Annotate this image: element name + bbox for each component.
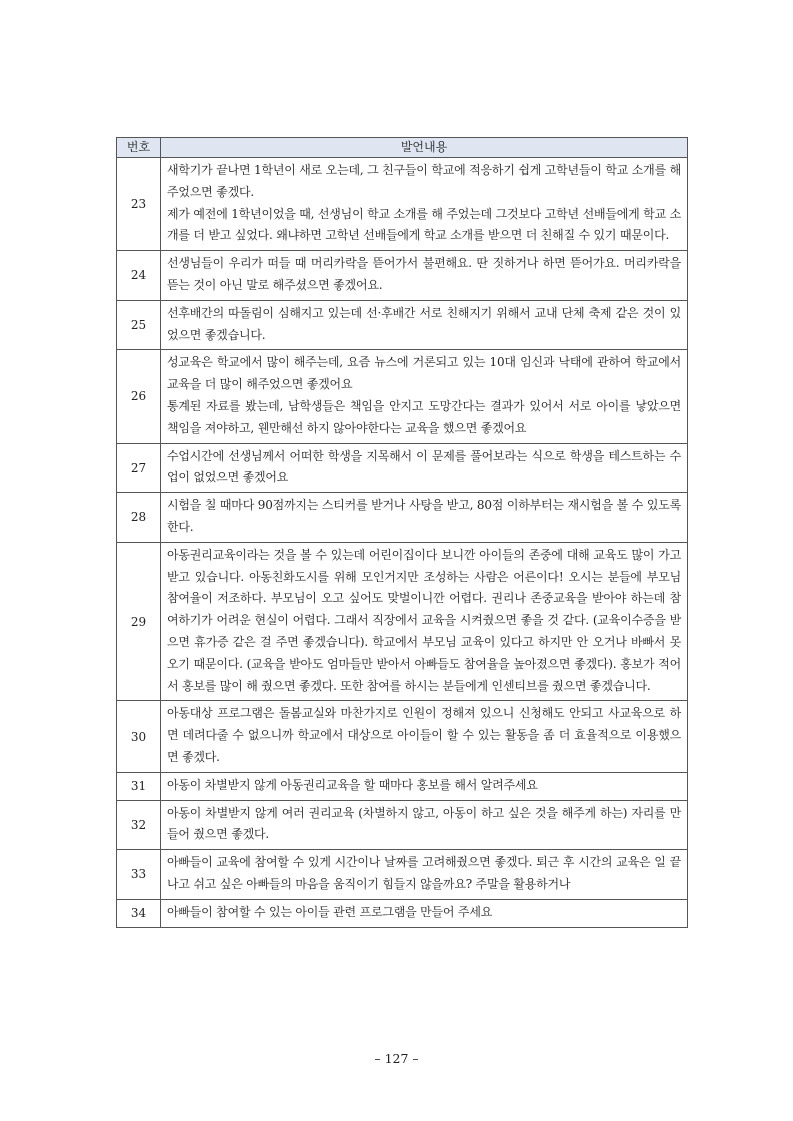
row-content: [161, 158, 688, 251]
statement-paragraph: 제가 예전에 1학년이었을 때, 선생님이 학교 소개를 해 주었는데 그것보다 고학년 선배들에게 학교 소개를 더 받고 싶었다. 왜냐하면 고학년 선배들에게 학교 소개를 받으면 더 친해질 수 있기 때문이다.: [167, 206, 681, 243]
row-number: 32: [117, 800, 161, 850]
row-number: 25: [117, 300, 161, 350]
statement-paragraph: 아동권리교육이라는 것을 볼 수 있는데 어린이집이다 보니깐 아이들의 존중에 대해 교육도 많이 가고 받고 있습니다. 아동친화도시를 위해 모인거지만 조성하는 사람은 어른이다! 오시는 분들에 부모님 참여율이 저조하다. 부모님이 오고 싶어도 맞벌이니깐 어렵다. 권리나 존중교육을 받아야 하는데 참여하기가 어려운 현실이 어렵다. 그래서 직장에서 교육을 시켜줬으면 좋을 것 같다. (교육이수증을 받으면 휴가증 같은 걸 주면 좋겠습니다). 학교에서 부모님 교육이 있다고 하지만 안 오거나 바빠서 못 오기 때문이다. (교육을 받아도 엄마들만 받아서 아빠들도 참여율을 높아졌으면 좋겠다). 홍보가 적어서 홍보를 많이 해 줬으면 좋겠다. 또한 참여를 하시는 분들에게 인센티브를 줬으면 좋겠습니다.: [167, 547, 681, 693]
row-content: [161, 350, 688, 443]
table-row: [117, 493, 688, 543]
row-content: [161, 800, 688, 850]
statements-table: [116, 137, 688, 928]
row-number: 29: [117, 542, 161, 701]
header-content: 발언내용: [161, 138, 688, 158]
page-number: – 127 –: [374, 1051, 419, 1066]
table-body: [117, 158, 688, 928]
row-content: [161, 701, 688, 772]
table-row: [117, 158, 688, 251]
statement-paragraph: 선생님들이 우리가 떠들 때 머리카락을 뜯어가서 불편해요. 딴 짓하거나 하면 뜯어가요. 머리카락을 뜯는 것이 아닌 말로 해주셨으면 좋겠어요.: [167, 256, 681, 292]
statement-paragraph: 시험을 칠 때마다 90점까지는 스티커를 받거나 사탕을 받고, 80점 이하부터는 재시험을 볼 수 있도록 한다.: [167, 498, 681, 534]
row-content: [161, 542, 688, 701]
table-row: [117, 701, 688, 772]
row-content: [161, 300, 688, 350]
row-content: [161, 772, 688, 800]
row-content: [161, 850, 688, 900]
table-row: [117, 800, 688, 850]
table-row: [117, 251, 688, 301]
row-number: 23: [117, 158, 161, 251]
table-row: [117, 300, 688, 350]
row-number: 27: [117, 443, 161, 493]
statement-paragraph: 성교육은 학교에서 많이 해주는데, 요즘 뉴스에 거론되고 있는 10대 임신과 낙태에 관하여 학교에서 교육을 더 많이 해주었으면 좋겠어요: [167, 355, 681, 392]
row-content: [161, 443, 688, 493]
row-number: 30: [117, 701, 161, 772]
table-row: [117, 443, 688, 493]
statement-paragraph: 수업시간에 선생님께서 어떠한 학생을 지목해서 이 문제를 풀어보라는 식으로 학생을 테스트하는 수업이 없었으면 좋겠어요: [167, 448, 681, 485]
statement-paragraph: 아빠들이 교육에 참여할 수 있게 시간이나 날짜를 고려해줬으면 좋겠다. 퇴근 후 시간의 교육은 일 끝나고 쉬고 싶은 아빠들의 마음을 움직이기 힘들지 않을까요? 주말을 활용하거나: [167, 855, 681, 891]
statement-paragraph: 선후배간의 따돌림이 심해지고 있는데 선·후배간 서로 친해지기 위해서 교내 단체 축제 같은 것이 있었으면 좋겠습니다.: [167, 305, 681, 342]
row-number: 26: [117, 350, 161, 443]
row-content: [161, 251, 688, 301]
statement-paragraph: 아빠들이 참여할 수 있는 아이들 관련 프로그램을 만들어 주세요: [167, 904, 493, 919]
table-row: [117, 772, 688, 800]
statement-paragraph: 아동이 차별받지 않게 여러 권리교육 (차별하지 않고, 아동이 하고 싶은 것을 해주게 하는) 자리를 만들어 줬으면 좋겠다.: [167, 805, 681, 842]
row-number: 24: [117, 251, 161, 301]
statement-paragraph: 새학기가 끝나면 1학년이 새로 오는데, 그 친구들이 학교에 적응하기 쉽게 고학년들이 학교 소개를 해 주었으면 좋겠다.: [167, 163, 681, 199]
row-content: [161, 899, 688, 927]
row-number: 34: [117, 899, 161, 927]
table-header-row: [117, 138, 688, 158]
statement-paragraph: 통계된 자료를 봤는데, 남학생들은 책임을 안지고 도망간다는 결과가 있어서 서로 아이를 낳았으면 책임을 져야하고, 웬만해선 하지 않아야한다는 교육을 했으면 좋겠어요: [167, 398, 681, 435]
statement-paragraph: 아동대상 프로그램은 돌봄교실와 마찬가지로 인원이 정해져 있으니 신청해도 안되고 사교육으로 하면 데려다줄 수 없으니까 학교에서 대상으로 아이들이 할 수 있는 활동을 좀 더 효율적으로 이용했으면 좋겠다.: [167, 706, 681, 764]
table-row: [117, 899, 688, 927]
row-number: 31: [117, 772, 161, 800]
table-row: [117, 850, 688, 900]
header-number: 번호: [117, 138, 161, 158]
row-number: 28: [117, 493, 161, 543]
row-content: [161, 493, 688, 543]
statement-paragraph: 아동이 차별받지 않게 아동권리교육을 할 때마다 홍보를 해서 알려주세요: [167, 777, 538, 792]
table-row: [117, 542, 688, 701]
table-row: [117, 350, 688, 443]
row-number: 33: [117, 850, 161, 900]
